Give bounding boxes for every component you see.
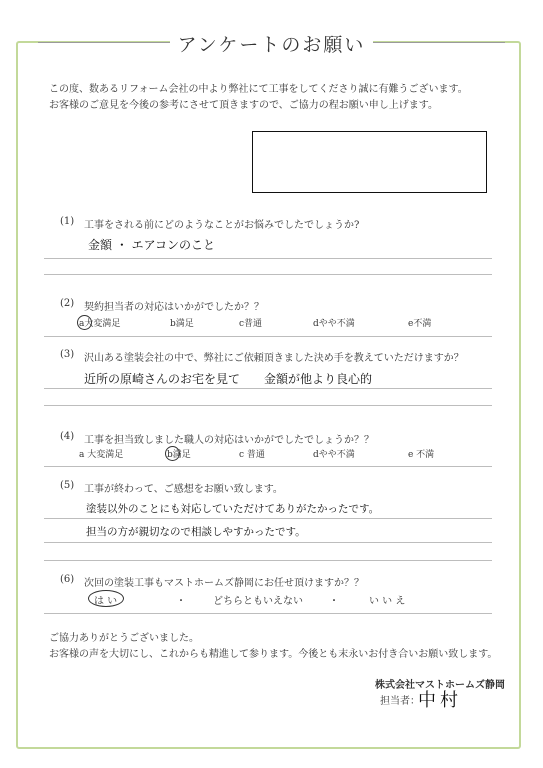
question-3-number: (3) xyxy=(60,349,75,360)
answer-rule xyxy=(44,542,492,543)
q2-option-c: c普通 xyxy=(239,319,263,329)
q4-option-b: b満足 xyxy=(167,450,191,460)
q2-option-e: e不満 xyxy=(408,319,432,329)
answer-rule xyxy=(44,405,492,406)
q4-option-c: c 普通 xyxy=(239,450,265,460)
section-rule xyxy=(44,336,492,337)
q6-option-neutral: どちらともいえない xyxy=(213,596,303,607)
answer-1: 金額 ・ エアコンのこと xyxy=(88,238,216,252)
q4-option-d: dやや不満 xyxy=(313,450,355,460)
q6-separator: ・ xyxy=(329,596,339,607)
staff-name: 中村 xyxy=(418,690,462,711)
q2-option-b: b満足 xyxy=(170,319,194,329)
question-1-text: 工事をされる前にどのようなことがお悩みでしたでしょうか? xyxy=(84,220,360,231)
q4-option-e: e 不満 xyxy=(408,450,435,460)
intro-text xyxy=(49,82,468,114)
staff-label: 担当者： xyxy=(380,696,420,707)
redacted-box xyxy=(252,131,487,193)
question-5-text: 工事が終わって、ご感想をお願い致します。 xyxy=(84,484,283,495)
section-rule xyxy=(44,466,492,467)
question-6-text: 次回の塗装工事もマストホームズ静岡にお任せ頂けますか？？ xyxy=(84,578,364,589)
answer-5-line-2: 担当の方が親切なので相談しやすかったです。 xyxy=(86,526,306,538)
company-name: 株式会社マストホームズ静岡 xyxy=(375,680,505,691)
section-rule xyxy=(44,613,492,614)
footer-thanks: ご協力ありがとうございました。 xyxy=(49,633,199,644)
answer-3: 近所の原崎さんのお宅を見て 金額が他より良心的 xyxy=(84,372,373,386)
footer-message: お客様の声を大切にし、これからも精進して参ります。今後とも末永いお付き合いお願い致します。 xyxy=(49,649,498,660)
q6-option-yes: は い xyxy=(94,596,118,607)
question-5-number: (5) xyxy=(60,480,75,491)
q2-option-a: a大変満足 xyxy=(79,319,121,329)
answer-rule xyxy=(44,560,492,561)
q6-separator: ・ xyxy=(176,596,186,607)
question-4-number: (4) xyxy=(60,431,75,442)
answer-5-line-1: 塗装以外のことにも対応していただけてありがたかったです。 xyxy=(86,503,380,515)
question-1-number: (1) xyxy=(60,216,75,227)
question-2-text: 契約担当者の対応はいかがでしたか？？ xyxy=(84,302,264,313)
page-title: アンケートのお願い xyxy=(0,30,543,57)
answer-rule xyxy=(44,258,492,259)
intro-line-1: この度、数あるリフォーム会社の中より弊社にて工事をしてくださり誠に有難うございます。 xyxy=(49,84,468,95)
q4-option-a: a 大変満足 xyxy=(79,450,124,460)
question-4-text: 工事を担当致しました職人の対応はいかがでしたでしょうか？？ xyxy=(84,435,374,446)
question-6-number: (6) xyxy=(60,574,75,585)
intro-line-2: お客様のご意見を今後の参考にさせて頂きますので、ご協力の程お願い申し上げます。 xyxy=(49,100,438,111)
answer-rule xyxy=(44,388,492,389)
answer-rule xyxy=(44,274,492,275)
q2-option-d: dやや不満 xyxy=(313,319,355,329)
q6-option-no: い い え xyxy=(369,596,406,607)
question-3-text: 沢山ある塗装会社の中で、弊社にご依頼頂きました決め手を教えていただけますか？ xyxy=(84,353,464,364)
question-2-number: (2) xyxy=(60,298,75,309)
answer-rule xyxy=(44,518,492,519)
title-area xyxy=(0,30,543,54)
